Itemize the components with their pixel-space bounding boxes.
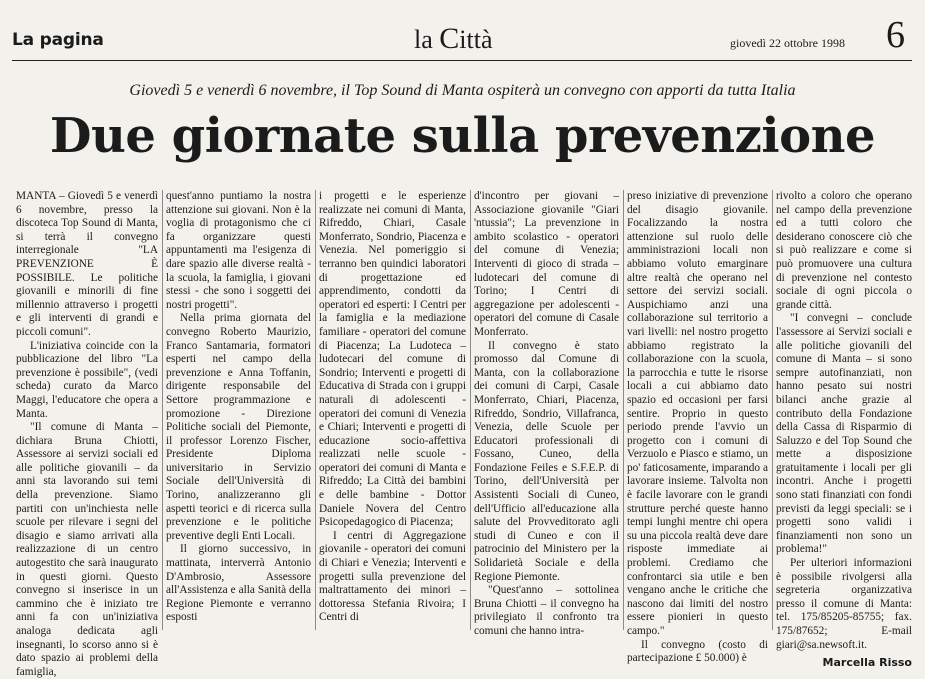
paragraph: "Il comune di Manta – dichiara Bruna Chiotti, Assessore ai servizi sociali ed alle politiche giovanili – da anni sta lavorando sui temi della prevenzione. Siamo partiti con un'inchiesta nelle scuole per rilevare i segni del disagio e siamo arrivati alla realizzazione di un centro autogestito che sarà inaugurato in questi giorni. Questo convegno si inserisce in un cammino che è iniziato tre anni fa con un'iniziativa analoga dedicata agli insegnanti, lo scorso anno si è dato spazio ai problemi della famiglia, [16,421,158,678]
article-subtitle: Giovedì 5 e venerdì 6 novembre, il Top Sound di Manta ospiterà un convegno con apporti da tutta Italia [129,82,796,99]
masthead-initial: C [439,22,460,55]
column-1 [16,190,158,678]
column-4 [474,190,619,637]
paragraph: d'incontro per giovani – Associazione giovanile "Giari 'ntussia"; La prevenzione in ambito scolastico - operatori del comune di Venezia; Interventi di gioco di strada – ludotecari del comune di Torino; I Centri di aggregazione per adolescenti - operatori del comune di Casale Monferrato. [474,190,619,338]
paragraph: "I convegni – conclude l'assessore ai Servizi sociali e alle politiche giovanili del comune di Manta – si sono sempre autofinanziati, non hanno pesato sui nostri bilanci anche grazie al contributo della Fondazione della Cassa di Risparmio di Saluzzo e del Top Sound che mette a disposizione gratuitamente i locali per gli incontri. Anche i progetti sono stati finanziati con fondi previsti da leggi speciali: se i progetti sono validi i finanziamenti non sono un problema!" [776,312,912,556]
paragraph: MANTA – Giovedì 5 e venerdì 6 novembre, presso la discoteca Top Sound di Manta, si terrà il convegno interregionale "LA PREVENZIONE È POSSIBILE. Le politiche giovanili e minorili di fine millennio attraverso i progetti e gli interventi di grandi e piccoli comuni". [16,190,158,338]
paragraph: Il convegno è stato promosso dal Comune di Manta, con la collaborazione dei comuni di Carpi, Casale Monferrato, Chiari, Piacenza, Rifreddo, Sondrio, Villafranca, Venezia, delle Scuole per Educatori professionali di Fossano, Cuneo, della Fondazione Feiles e S.F.E.P. di Torino, dell'Università per Assistenti Sociali di Cuneo, dell'Ufficio all'educazione alla salute del Provveditorato agli studi di Cuneo e con il patrocinio del Ministero per la Solidarietà Sociale e della Regione Piemonte. [474,339,619,583]
author-signature: Marcella Risso [822,656,912,670]
paragraph: I centri di Aggregazione giovanile - operatori dei comuni di Chiari e Venezia; Interventi e progetti sulla prevenzione del maltrattamento dei minori – dottoressa Stefania Rivoira; I Centri di [319,529,466,624]
paragraph: Per ulteriori informazioni è possibile rivolgersi alla segreteria organizzativa presso il comune di Manta: tel. 175/85205-85755; fax. 175/87652; E-mail giari@sa.newsoft.it. [776,557,912,651]
issue-date: giovedì 22 ottobre 1998 [730,36,845,50]
column-2 [166,190,311,630]
page-header [12,16,912,61]
paragraph: "Quest'anno – sottolinea Bruna Chiotti – il convegno ha privilegiato il confronto tra comuni che hanno intra- [474,584,619,637]
page-number: 6 [886,14,905,56]
paragraph: preso iniziative di prevenzione del disagio giovanile. Focalizzando la nostra attenzione sul ruolo delle amministrazioni locali non abbiamo voluto emarginare altre realtà che operano nel settore dei servizi sociali. Auspichiamo anzi una collaborazione sul territorio a vari livelli: nel nostro progetto abbiamo registrato la collaborazione con la scuola, la parrocchia e tutte le risorse locali a cui abbiamo dato spazio ed occasioni per farsi sentire. Proprio in questo periodo prende l'avvio un progetto con i comuni di Verzuolo e Piasco e stiamo, un po' faticosamente, imparando a lavorare insieme. Talvolta non è facile lavorare con le grandi strutture perché queste hanno tempi lunghi mentre chi opera su una piccola realtà deve dare risposte immediate ai problemi. Crediamo che confrontarci sia utile e ben vengano anche le critiche che nascono dai limiti del nostro essere pionieri in questo campo." [627,190,768,637]
column-divider [162,190,163,630]
paragraph: L'iniziativa coincide con la pubblicazione del libro "La prevenzione è possibile", (vedi scheda) curato da Marco Maggi, l'educatore che opera a Manta. [16,339,158,420]
masthead [414,22,493,56]
article-body [12,190,912,678]
column-divider [315,190,316,630]
paragraph: rivolto a coloro che operano nel campo della prevenzione ed a tutti coloro che desiderano conoscere ciò che si può realizzare e come si può promuovere una cultura di prevenzione nel contesto sociale di ogni piccola o grande città. [776,190,912,311]
article-headline: Due giornate sulla prevenzione [49,108,876,164]
column-6 [776,190,912,670]
paragraph: quest'anno puntiamo la nostra attenzione sui giovani. Non è la voglia di protagonismo che ci fa organizzare questi appuntamenti ma l'esigenza di dare spazio alle diverse realtà - la scuola, la famiglia, i giovani stessi - che sono i soggetti dei nostri progetti". [166,190,311,311]
paragraph: Il giorno successivo, in mattinata, interverrà Antonio D'Ambrosio, Assessore all'Assistenza e alla Sanità della Regione Piemonte e verranno esposti [166,543,311,624]
masthead-rest: ittà [459,25,493,54]
column-divider [470,190,471,630]
column-divider [623,190,624,630]
section-label: La pagina [12,30,104,50]
column-divider [772,190,773,630]
paragraph: Nella prima giornata del convegno Roberto Maurizio, Franco Santamaria, formatori esperti nel campo della prevenzione e Anna Toffanin, dirigente responsabile del Settore programmazione e promozione - Direzione Politiche sociali del Piemonte, il professor Lorenzo Fischer, Presidente Diploma universitario in Servizio Sociale dell'Università di Torino, analizzeranno gli aspetti teorici e di ricerca sulla prevenzione e le politiche preventive degli Enti Locali. [166,312,311,542]
column-3 [319,190,466,630]
column-5 [627,190,768,665]
paragraph: Il convegno (costo di partecipazione £ 50.000) è [627,638,768,665]
masthead-la: la [414,25,433,54]
paragraph: i progetti e le esperienze realizzate nei comuni di Manta, Rifreddo, Chiari, Casale Monferrato, Sondrio, Piacenza e Venezia. Nel pomeriggio si terranno ben quindici laboratori di progettazione ed apprendimento, condotti da operatori ed esperti: I Centri per la famiglia e la mediazione familiare - operatori del comune di Piacenza; La Ludoteca – ludotecari del comune di Sondrio; Interventi e progetti di Educativa di Strada con i gruppi naturali di adolescenti - operatori dei comuni di Venezia e Chiari; Interventi e progetti di educazione socio-affettiva realizzati nelle scuole - operatori dei comuni di Manta e Rifreddo; La Città dei bambini e delle bambine - Dottor Daniele Novera del Centro Psicopedagogico di Piacenza; [319,190,466,529]
